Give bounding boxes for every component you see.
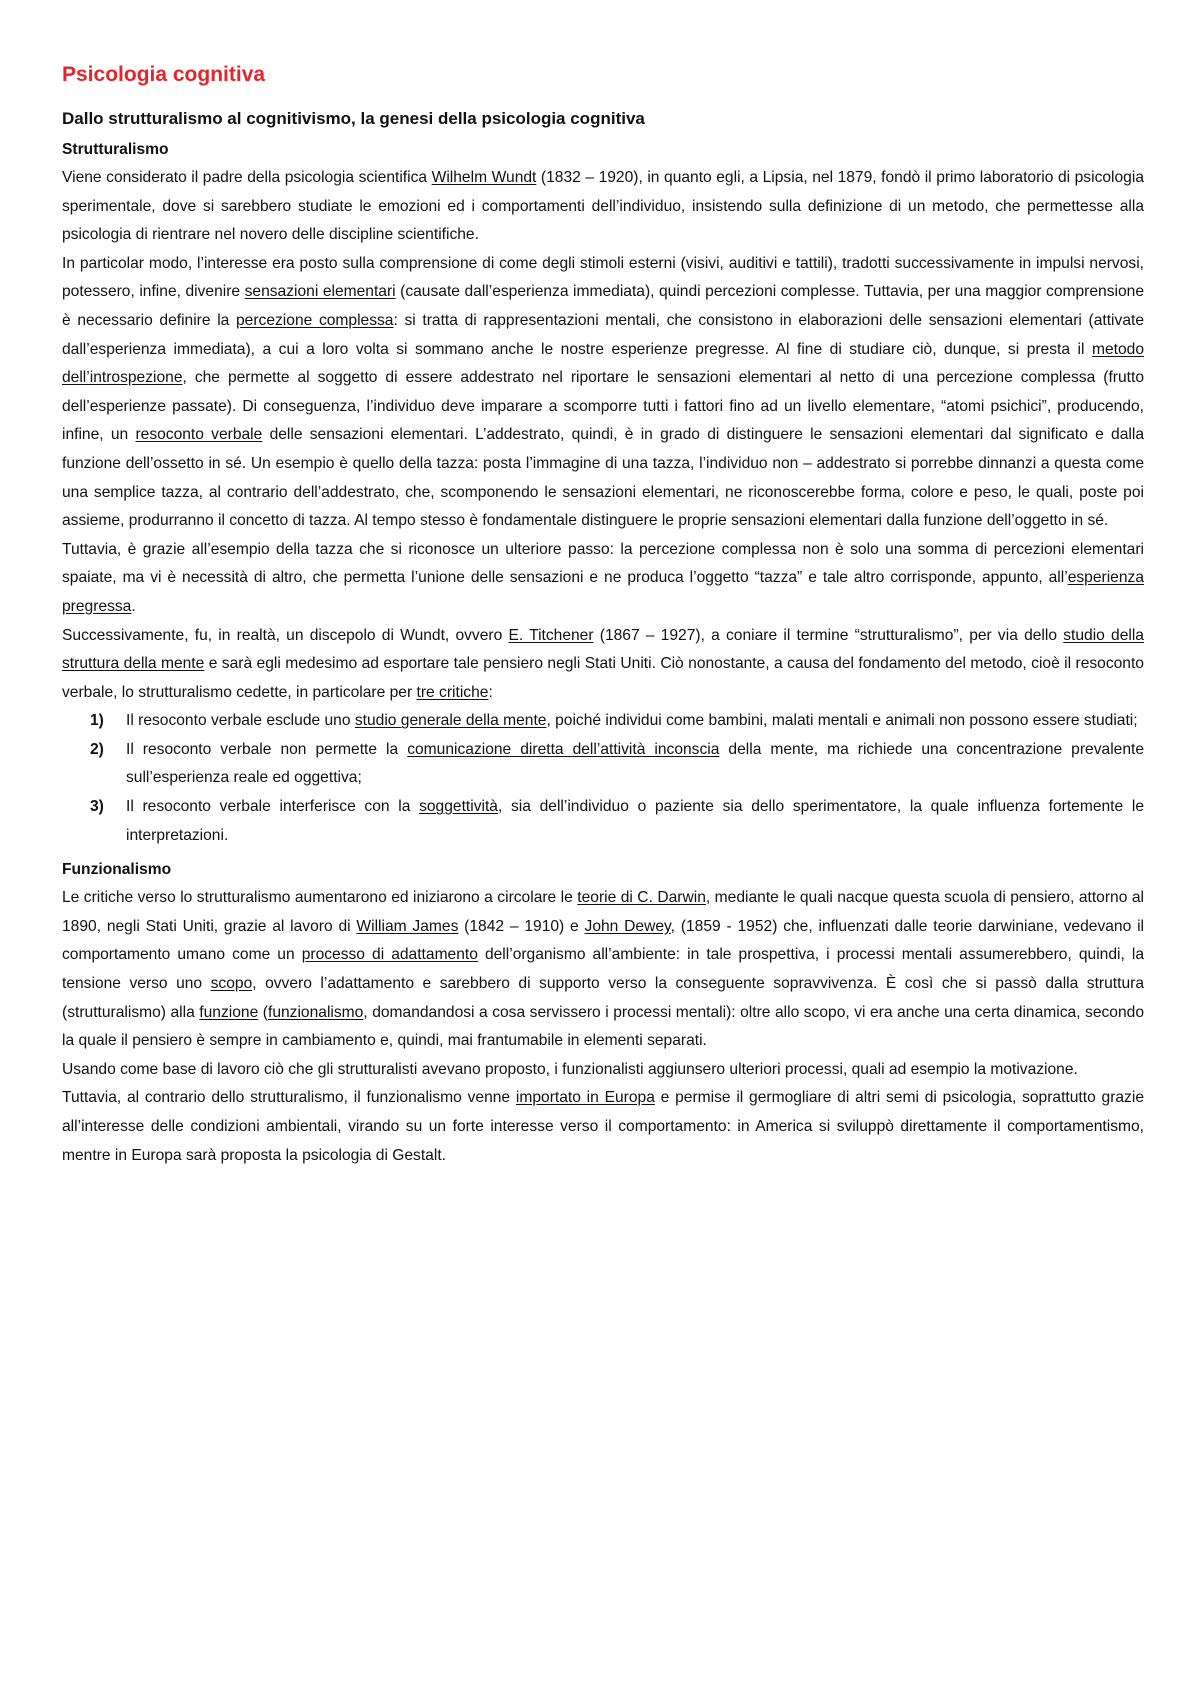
underlined-term: metodo dell’introspezione [62,340,1144,387]
underlined-term: William James [356,917,459,935]
list-item: 1) Il resoconto verbale esclude uno studio generale della mente, poiché individui come bambini, malati mentali e animali non possono essere studiati; [62,707,1144,736]
underlined-term: tre critiche [416,683,489,701]
list-item: 2) Il resoconto verbale non permette la comunicazione diretta dell’attività inconscia della mente, ma richiede una concentrazione prevalente sull’esperienza reale ed oggettiva; [62,736,1144,793]
underlined-term: E. Titchener [508,626,594,644]
underlined-term: sensazioni elementari [244,283,396,301]
underlined-term: studio della struttura della mente [62,626,1144,673]
section-heading: Strutturalismo [62,141,169,158]
section-heading: Funzionalismo [62,861,172,879]
paragraph-darwin: Le critiche verso lo strutturalismo aumentarono ed iniziarono a circolare le teorie di C. Darwin, mediante le quali nacque questa scuola di pensiero, attorno al 1890, negli Stati Uniti, grazie al lavoro di William James (1842 – 1910) e John Dewey, (1859 - 1952) che, influenzati dalle teorie darwiniane, vedevano il comportamento umano come un processo di adattamento dell’organismo all’ambiente: in tale prospettiva, i processi mentali assumerebbero, quindi, la tensione verso uno scopo, ovvero l’adattamento e sarebbero di supporto verso la conseguente sopravvivenza. È così che si passò dalla struttura (strutturalismo) alla funzione (funzionalismo, domandandosi a cosa servissero i processi mentali): oltre allo scopo, vi era anche una certa dinamica, secondo la quale il pensiero è sempre in cambiamento e, quindi, mai frantumabile in elementi separati. [62,889,1145,1050]
paragraph-titchener: Successivamente, fu, in realtà, un discepolo di Wundt, ovvero E. Titchener (1867 – 1927), a coniare il termine “strutturalismo”, per via dello studio della struttura della mente e sarà egli medesimo ad esportare tale pensiero negli Stati Uniti. Ciò nonostante, a causa del fondamento del metodo, cioè il resoconto verbale, lo strutturalismo cedette, in particolare per tre critiche: [62,626,1144,701]
document-subtitle: Dallo strutturalismo al cognitivismo, la genesi della psicologia cognitiva [62,109,645,128]
criticism-list [62,707,1144,850]
list-number: 2) [90,740,104,758]
paragraph-percezione: In particolar modo, l’interesse era posto sulla comprensione di come degli stimoli esterni (visivi, auditivi e tattili), tradotti successivamente in impulsi nervosi, potessero, infine, divenire sensazioni elementari (causate dall’esperienza immediata), quindi percezioni complesse. Tuttavia, per una maggior comprensione è necessario definire la percezione complessa: si tratta di rappresentazioni mentali, che consistono in elaborazioni delle sensazioni elementari (attivate dall’esperienza immediata), a cui a loro volta si sommano anche le nostre esperienze pregresse. Al fine di studiare ciò, dunque, si presta il metodo dell’introspezione, che permette al soggetto di essere addestrato nel riportare le sensazioni elementari al netto di una percezione complessa (frutto dell’esperienze passate). Di conseguenza, l’individuo deve imparare a scomporre tutti i fattori fino ad un livello elementare, “atomi psichici”, producendo, infine, un resoconto verbale delle sensazioni elementari. L’addestrato, quindi, è in grado di distinguere le sensazioni elementari dal significato e dalla funzione dell’ossetto in sé. Un esempio è quello della tazza: posta l’immagine di una tazza, l’individuo non – addestrato si porrebbe dinnanzi a questa come una semplice tazza, al contrario dell’addestrato, che, scomponendo le sensazioni elementari, ne riconoscerebbe forma, colore e peso, le quali, poste poi assieme, produrranno il concetto di tazza. Al tempo stesso è fondamentale distinguere le proprie sensazioni elementari dalla funzione dell’oggetto in sé. [62,254,1145,530]
paragraph-europa: Tuttavia, al contrario dello strutturalismo, il funzionalismo venne importato in Europa e permise il germogliare di altri semi di psicologia, soprattutto grazie all’interesse delle condizioni ambientali, virando su un forte interesse verso il comportamento: in America si sviluppò direttamente il comportamentismo, mentre in Europa sarà proposta la psicologia di Gestalt. [62,1089,1144,1164]
underlined-term: comunicazione diretta dell’attività inconscia [407,740,720,758]
underlined-term: percezione complessa [236,311,394,329]
list-item: 3) Il resoconto verbale interferisce con la soggettività, sia dell’individuo o paziente sia dello sperimentatore, la quale influenza fortemente le interpretazioni. [62,793,1144,850]
underlined-term: Wilhelm Wundt [431,169,537,186]
underlined-term: resoconto verbale [135,426,263,444]
underlined-term: teorie di C. Darwin [577,889,706,907]
document-title: Psicologia cognitiva [62,63,266,86]
paragraph-wundt: Viene considerato il padre della psicologia scientifica Wilhelm Wundt (1832 – 1920), in quanto egli, a Lipsia, nel 1879, fondò il primo laboratorio di psicologia sperimentale, dove si sarebbero studiate le emozioni ed i comportamenti dell’individuo, insistendo sulla definizione di un metodo, che permettesse alla psicologia di rientrare nel novero delle discipline scientifiche. [62,169,1144,244]
underlined-term: John Dewey [584,917,671,935]
underlined-term: processo di adattamento [301,946,478,964]
list-number: 3) [90,798,104,816]
underlined-term: studio generale della mente [354,712,547,730]
underlined-term: soggettività [419,798,498,816]
list-number: 1) [90,712,104,730]
underlined-term: funzione [199,1003,259,1021]
underlined-term: funzionalismo [267,1003,364,1021]
underlined-term: esperienza pregressa [62,569,1144,615]
underlined-term: importato in Europa [515,1089,655,1107]
paragraph-tazza: Tuttavia, è grazie all’esempio della tazza che si riconosce un ulteriore passo: la percezione complessa non è solo una somma di percezioni elementari spaiate, ma vi è necessità di altro, che permetta l’unione delle sensazioni e ne produca l’oggetto “tazza” e tale altro corrisponde, appunto, all’esperienza pregressa. [62,540,1144,615]
paragraph-motivazione: Usando come base di lavoro ciò che gli strutturalisti avevano proposto, i funzionalisti aggiunsero ulteriori processi, quali ad esempio la motivazione. [62,1060,1078,1078]
section-funzionalismo [62,856,1144,1170]
section-strutturalismo [62,136,1144,850]
underlined-term: scopo [210,975,253,993]
